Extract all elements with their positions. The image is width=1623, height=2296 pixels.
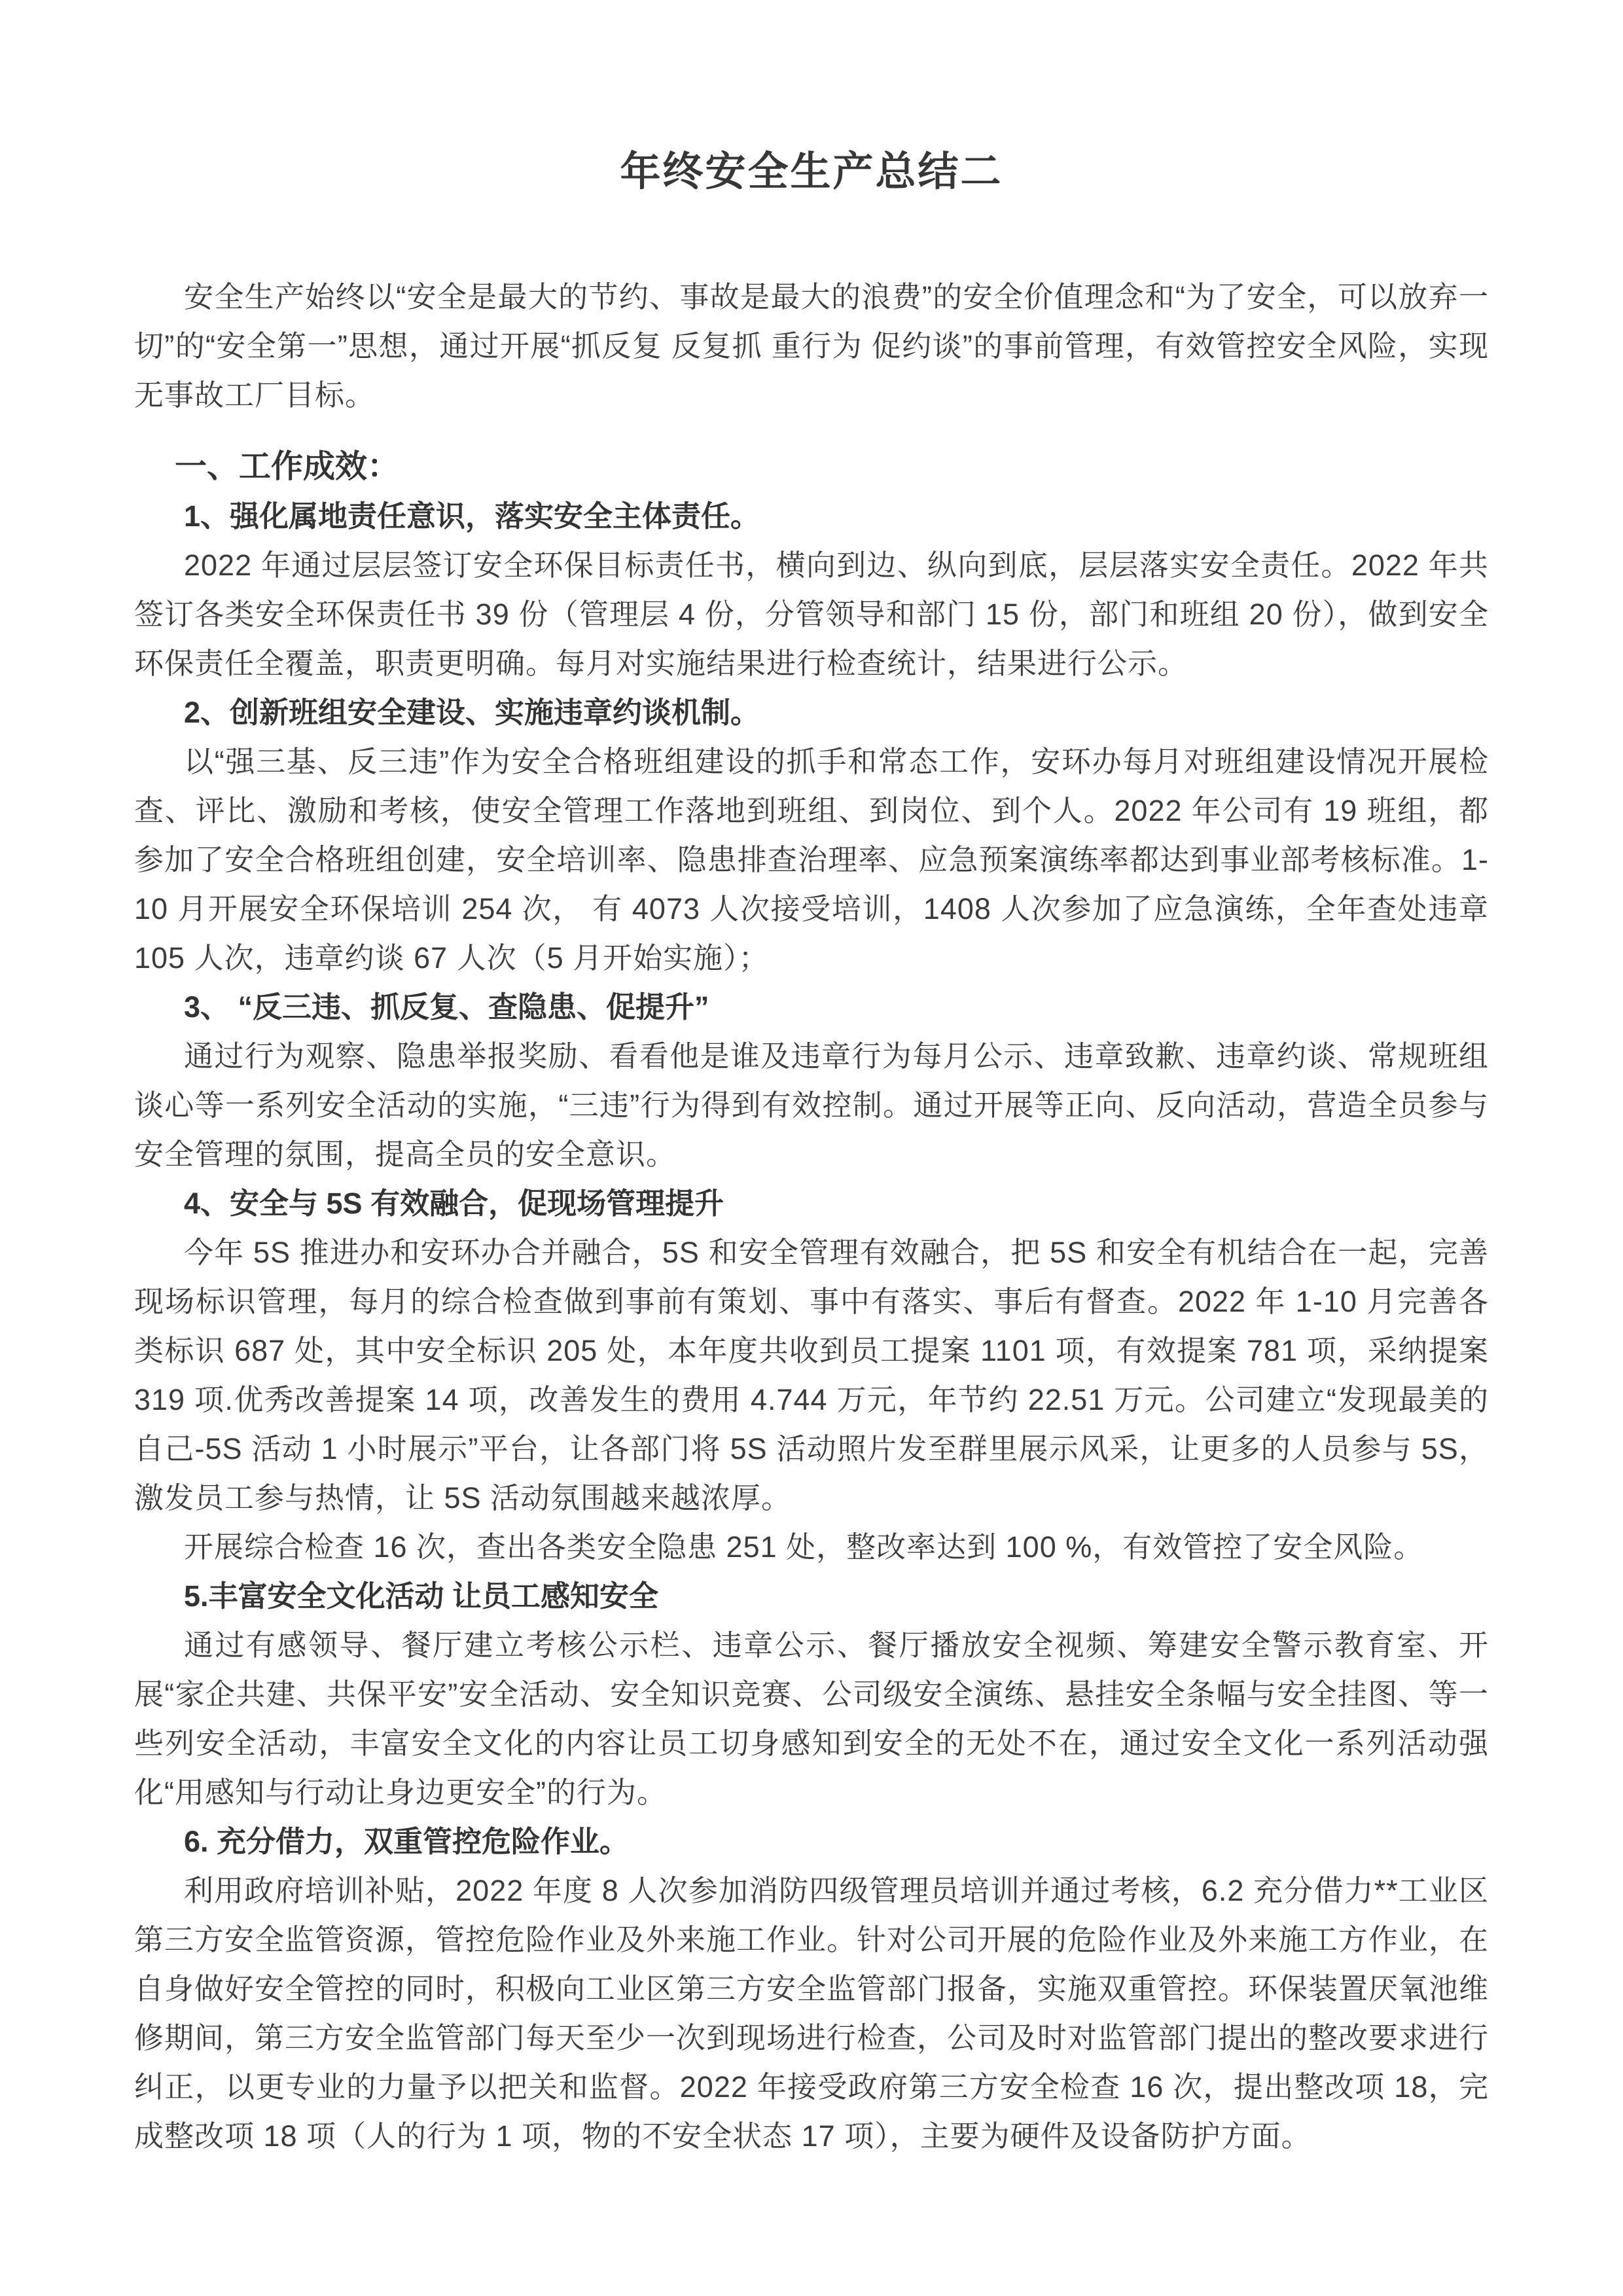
subheading-5-safety-culture: 5.丰富安全文化活动 让员工感知安全	[184, 1579, 659, 1613]
subheading-4-safety-5s-integration: 4、安全与 5S 有效融合，促现场管理提升	[184, 1187, 724, 1220]
subheading-6-dual-control: 6. 充分借力，双重管控危险作业。	[184, 1825, 630, 1858]
paragraph-6-culture-activities: 通过有感领导、餐厅建立考核公示栏、违章公示、餐厅播放安全视频、筹建安全警示教育室、开展“家企共建、共保平安”安全活动、安全知识竞赛、公司级安全演练、悬挂安全条幅与安全挂图、等一些列安全活动，丰富安全文化的内容让员工切身感知到安全的无处不在，通过安全文化一系列活动强化“用感知与行动让身边更安全”的行为。	[134, 1628, 1489, 1809]
paragraph-7-dual-control-details: 利用政府培训补贴，2022 年度 8 人次参加消防四级管理员培训并通过考核，6.2 充分借力**工业区第三方安全监管资源，管控危险作业及外来施工作业。针对公司开展的危险作业及外来施工方作业，在自身做好安全管控的同时，积极向工业区第三方安全监管部门报备，实施双重管控。环保装置厌氧池维修期间，第三方安全监管部门每天至少一次到现场进行检查，公司及时对监管部门提出的整改要求进行纠正，以更专业的力量予以把关和监督。2022 年接受政府第三方安全检查 16 次，提出整改项 18，完成整改项 18 项（人的行为 1 项，物的不安全状态 17 项），主要为硬件及设备防护方面。	[134, 1874, 1489, 2153]
subheading-3-anti-violation: 3、 “反三违、抓反复、查隐患、促提升”	[184, 990, 709, 1024]
intro-paragraph: 安全生产始终以“安全是最大的节约、事故是最大的浪费”的安全价值理念和“为了安全，可以放弃一切”的“安全第一”思想，通过开展“抓反复 反复抓 重行为 促约谈”的事前管理，有效管控安全风险，实现无事故工厂目标。	[134, 280, 1489, 412]
paragraph-5-inspection-stats: 开展综合检查 16 次，查出各类安全隐患 251 处，整改率达到 100 %，有效管控了安全风险。	[184, 1530, 1424, 1564]
document-title: 年终安全生产总结二	[620, 149, 1003, 194]
paragraph-2-team-building-stats: 以“强三基、反三违”作为安全合格班组建设的抓手和常态工作，安环办每月对班组建设情况开展检查、评比、激励和考核，使安全管理工作落地到班组、到岗位、到个人。2022 年公司有 19 班组，都参加了安全合格班组创建，安全培训率、隐患排查治理率、应急预案演练率都达到事业部考核标准。1-10 月开展安全环保培训 254 次， 有 4073 人次接受培训，1408 人次参加了应急演练，全年查处违章 105 人次，违章约谈 67 人次（5 月开始实施）；	[134, 745, 1489, 975]
paragraph-1-responsibility-letters: 2022 年通过层层签订安全环保目标责任书，横向到边、纵向到底，层层落实安全责任。2022 年共签订各类安全环保责任书 39 份（管理层 4 份，分管领导和部门 15 份，部门和班组 20 份），做到安全环保责任全覆盖，职责更明确。每月对实施结果进行检查统计，结果进行公示。	[134, 548, 1489, 680]
subheading-2-team-safety-building: 2、创新班组安全建设、实施违章约谈机制。	[184, 696, 760, 729]
paragraph-3-violation-control: 通过行为观察、隐患举报奖励、看看他是谁及违章行为每月公示、违章致歉、违章约谈、常规班组谈心等一系列安全活动的实施，“三违”行为得到有效控制。通过开展等正向、反向活动，营造全员参与安全管理的氛围，提高全员的安全意识。	[134, 1039, 1489, 1171]
section-heading-work-results: 一、工作成效：	[175, 449, 400, 484]
subheading-1-territorial-responsibility: 1、强化属地责任意识，落实安全主体责任。	[184, 499, 760, 533]
paragraph-4-5s-integration-stats: 今年 5S 推进办和安环办合并融合，5S 和安全管理有效融合，把 5S 和安全有机结合在一起，完善现场标识管理，每月的综合检查做到事前有策划、事中有落实、事后有督查。2022 年 1-10 月完善各类标识 687 处，其中安全标识 205 处，本年度共收到员工提案 1101 项，有效提案 781 项，采纳提案 319 项.优秀改善提案 14 项，改善发生的费用 4.744 万元，年节约 22.51 万元。公司建立“发现最美的自己-5S 活动 1 小时展示”平台，让各部门将 5S 活动照片发至群里展示风采，让更多的人员参与 5S，激发员工参与热情，让 5S 活动氛围越来越浓厚。	[134, 1236, 1489, 1515]
